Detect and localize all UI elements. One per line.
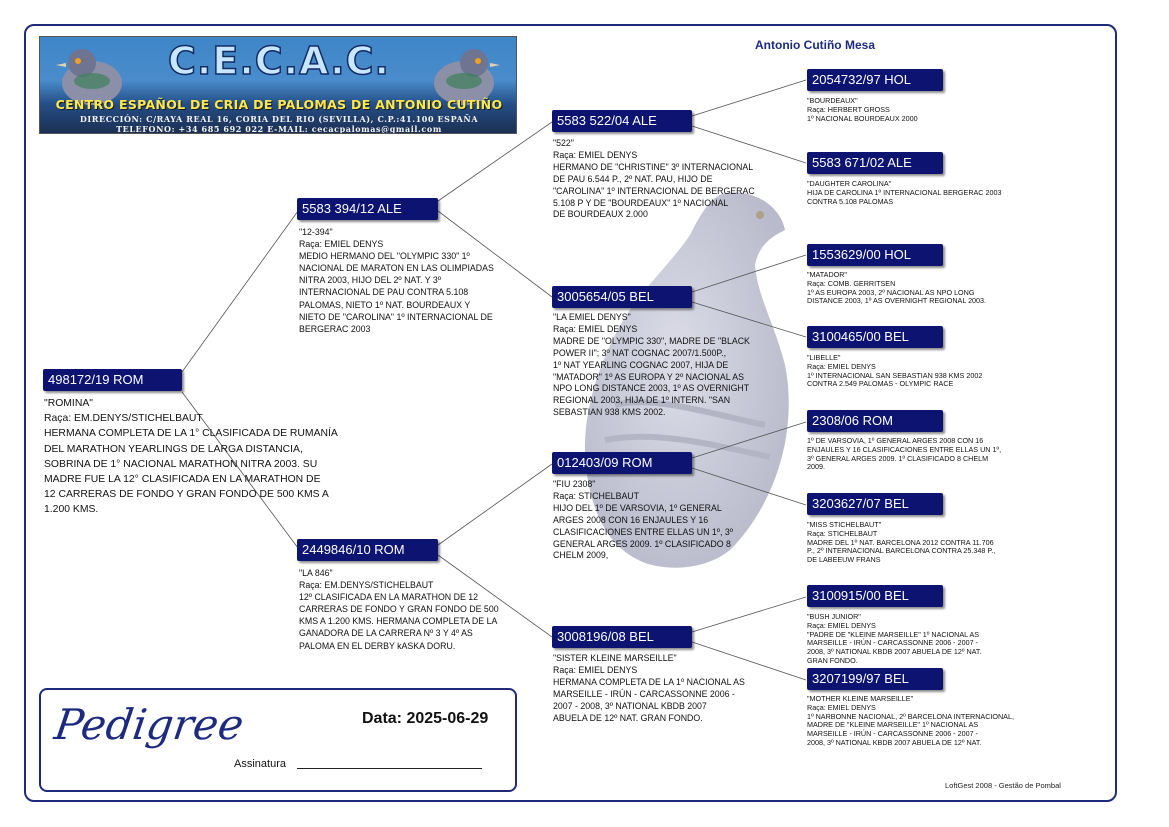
info-line: ABUELA DE 12º NAT. GRAN FONDO. [553, 712, 703, 723]
info-line: P., 2º INTERNACIONAL BARCELONA CONTRA 25.348 P., [807, 546, 996, 556]
info-line: HERMANO DE "CHRISTINE" 3º INTERNACIONAL [553, 161, 754, 172]
info-line: "PADRE DE "KLEINE MARSEILLE" 1º NACIONAL AS [807, 629, 980, 639]
info-line: Raça: EMIEL DENYS [807, 361, 876, 371]
info-line: 12 CARRERAS DE FONDO Y GRAN FONDO DE 500 KMS A [44, 489, 329, 501]
info-line: GENERAL ARGES 2009. 1º CLASIFICADO 8 [553, 538, 731, 549]
info-line: CONTRA 5.108 PALOMAS [807, 196, 894, 206]
info-line: NACIONAL DE MARATON EN LAS OLIMPIADAS [299, 263, 494, 274]
bird-info-dam-sire [553, 479, 733, 562]
info-line: "FIU 2308" [553, 479, 596, 489]
info-line: "LA 846" [299, 568, 333, 578]
info-line: MADRE DEL 1º NAT. BARCELONA 2012 CONTRA 11.706 [807, 537, 994, 547]
info-line: CARRERAS DE FONDO Y GRAN FONDO DE 500 [299, 604, 499, 615]
info-line: MARSEILLE - IRÚN - CARCASSONNE 2006 - [553, 688, 735, 699]
ring-tag-ggp-2[interactable]: 5583 671/02 ALE [807, 152, 943, 174]
bird-info-sire-sire [553, 138, 755, 221]
banner-subtitle: CENTRO ESPAÑOL DE CRIA DE PALOMAS DE ANTONIO CUTIÑO [55, 97, 503, 112]
info-line: 1º AS EUROPA 2003, 2º NACIONAL AS NPO LONG [807, 287, 975, 297]
bird-info-ggp-4 [807, 354, 982, 389]
info-line: DEL MARATHON YEARLINGS DE LARGA DISTANCIA, [44, 443, 303, 455]
info-line: 5.108 P Y DE "BOURDEAUX" 1º NACIONAL [553, 197, 729, 208]
bird-info-sire-dam [553, 312, 750, 419]
info-line: "12-394" [299, 227, 333, 237]
info-line: "MATADOR" 1º AS EUROPA Y 2º NACIONAL AS [553, 371, 744, 382]
info-line: Raça: STICHELBAUT [807, 528, 878, 538]
info-line: Raça: EMIEL DENYS [807, 702, 876, 712]
info-line: Raça: COMB. GERRITSEN [807, 278, 896, 288]
info-line: SOBRINA DE 1° NACIONAL MARATHON NITRA 2003. SU [44, 458, 318, 470]
info-line: "522" [553, 138, 574, 148]
info-line: MADRE DE "OLYMPIC 330", MADRE DE "BLACK [553, 335, 750, 346]
info-line: DE BOURDEAUX 2.000 [553, 209, 648, 220]
ring-tag-ggp-7[interactable]: 3100915/00 BEL [807, 585, 943, 607]
info-line: MARSEILLE - IRÚN - CARCASSONNE 2006 - 2007 - [807, 729, 978, 739]
info-line: PALOMAS, NIETO 1º NAT. BOURDEAUX Y [299, 299, 471, 310]
ring-tag-ggp-4[interactable]: 3100465/00 BEL [807, 326, 943, 348]
bird-info-ggp-1 [807, 97, 918, 123]
info-line: Raça: EMIEL DENYS [807, 620, 876, 630]
info-line: CLASIFICACIONES ENTRE ELLAS UN 1º, 3º [553, 526, 733, 537]
pedigree-date: Data: 2025-06-29 [362, 710, 489, 727]
info-line: BERGERAC 2003 [299, 323, 371, 334]
info-line: 1º NACIONAL BOURDEAUX 2000 [807, 113, 918, 123]
info-line: "DAUGHTER CAROLINA" [807, 179, 892, 188]
bird-info-ggp-7 [807, 613, 982, 666]
info-line: INTERNACIONAL DE PAU CONTRA 5.108 [299, 287, 469, 298]
info-line: HIJA DE CAROLINA 1º INTERNACIONAL BERGERAC 2003 [807, 187, 1002, 197]
info-line: 1º INTERNACIONAL SAN SEBASTIAN 938 KMS 2002 [807, 370, 983, 380]
info-line: POWER II"; 3º NAT COGNAC 2007/1.500P., [553, 347, 727, 358]
banner-contact: TELEFONO: +34 685 692 022 E-MAIL: cecacpalomas@gmail.com [116, 124, 442, 134]
info-line: Raça: EM.DENYS/STICHELBAUT [299, 580, 434, 591]
bird-info-sire [299, 226, 494, 335]
bird-info-ggp-6 [807, 521, 995, 565]
info-line: NPO LONG DISTANCE 2003, 1º AS OVERNIGHT [553, 383, 750, 394]
ring-tag-sire[interactable]: 5583 394/12 ALE [297, 198, 438, 220]
info-line: Raça: EMIEL DENYS [553, 664, 638, 675]
ring-tag-ggp-3[interactable]: 1553629/00 HOL [807, 244, 943, 266]
info-line: CHELM 2009, [553, 550, 609, 561]
bird-info-ggp-2 [807, 180, 1001, 206]
info-line: GANADORA DE LA CARRERA Nº 3 Y 4º AS [299, 628, 473, 639]
bird-info-subject [44, 396, 338, 518]
info-line: GRAN FONDO. [807, 655, 858, 665]
info-line: 1.200 KMS. [44, 504, 99, 516]
info-line: HIJO DEL 1º DE VARSOVIA, 1º GENERAL [553, 502, 722, 513]
info-line: NIETO DE "CAROLINA" 1º INTERNACIONAL DE [299, 311, 493, 322]
info-line: MADRE DE "KLEINE MARSEILLE" 1º NACIONAL AS [807, 720, 979, 730]
info-line: "BUSH JUNIOR" [807, 612, 861, 621]
info-line: CONTRA 2.549 PALOMAS - OLYMPIC RACE [807, 379, 954, 389]
ring-tag-dam-sire[interactable]: 012403/09 ROM [552, 452, 692, 474]
info-line: MADRE FUE LA 12° CLASIFICADA EN LA MARATHON DE [44, 474, 321, 486]
info-line: 2008, 3º NATIONAL KBDB 2007 ABUELA DE 12º NAT. [807, 647, 982, 657]
info-line: NITRA 2003, HIJO DEL 2º NAT. Y 3º [299, 275, 442, 286]
pedigree-logo: Pedigree [51, 700, 247, 749]
info-line: "MISS STICHELBAUT" [807, 520, 882, 529]
info-line: 1º NAT YEARLING COGNAC 2007, HIJA DE [553, 359, 729, 370]
info-line: "BOURDEAUX" [807, 96, 858, 105]
bird-info-dam [299, 567, 499, 652]
info-line: "MOTHER KLEINE MARSEILLE" [807, 694, 914, 703]
ring-tag-subject[interactable]: 498172/19 ROM [43, 369, 182, 391]
owner-name: Antonio Cutiño Mesa [755, 38, 875, 52]
info-line: "MATADOR" [807, 270, 847, 279]
info-line: MEDIO HERMANO DEL "OLYMPIC 330" 1º [299, 251, 470, 262]
info-line: "LIBELLE" [807, 353, 841, 362]
bird-info-ggp-3 [807, 271, 986, 306]
info-line: MARSEILLE - IRÚN - CARCASSONNE 2006 - 2007 - [807, 638, 978, 648]
info-line: DE PAU 6.544 P., 2º NAT. PAU, HIJO DE [553, 173, 713, 184]
info-line: ENJAULES Y 16 CLASIFICACIONES ENTRE ELLAS UN 1º, [807, 444, 1002, 454]
info-line: DE LABEEUW FRANS [807, 555, 881, 565]
info-line: DISTANCE 2003, 1º AS OVERNIGHT REGIONAL 2003. [807, 296, 987, 306]
info-line: PALOMA EN EL DERBY kASKA DORU. [299, 640, 456, 651]
signature-label: Assinatura [234, 758, 286, 770]
ring-tag-ggp-1[interactable]: 2054732/97 HOL [807, 69, 943, 91]
info-line: KMS A 1.200 KMS. HERMANA COMPLETA DE LA [299, 616, 498, 627]
info-line: Raça: EM.DENYS/STICHELBAUT [44, 413, 203, 425]
ring-tag-dam-dam[interactable]: 3008196/08 BEL [552, 626, 692, 648]
info-line: SEBASTIAN 938 KMS 2002. [553, 407, 666, 418]
ring-tag-sire-sire[interactable]: 5583 522/04 ALE [552, 110, 692, 132]
club-banner [39, 36, 517, 134]
info-line: 2007 - 2008, 3º NATIONAL KBDB 2007 [553, 700, 707, 711]
info-line: Raça: EMIEL DENYS [553, 323, 638, 334]
info-line: "CAROLINA" 1º INTERNACIONAL DE BERGERAC [553, 185, 755, 196]
info-line: HERMANA COMPLETA DE LA 1º NACIONAL AS [553, 676, 745, 687]
info-line: "LA EMIEL DENYS" [553, 312, 631, 322]
ring-tag-ggp-6[interactable]: 3203627/07 BEL [807, 493, 943, 515]
info-line: ARGES 2008 CON 16 ENJAULES Y 16 [553, 514, 709, 525]
ring-tag-dam[interactable]: 2449846/10 ROM [297, 539, 438, 561]
info-line: "ROMINA" [44, 398, 93, 409]
info-line: HERMANA COMPLETA DE LA 1° CLASIFICADA DE RUMANÍA [44, 428, 338, 440]
info-line: 2009. [807, 462, 825, 472]
info-line: 12º CLASIFICADA EN LA MARATHON DE 12 [299, 592, 479, 603]
info-line: Raça: EMIEL DENYS [553, 149, 638, 160]
ring-tag-ggp-5[interactable]: 2308/06 ROM [807, 410, 943, 432]
signature-line[interactable] [297, 768, 482, 769]
banner-address: DIRECCIÓN: C/RAYA REAL 16, CORIA DEL RIO (SEVILLA), C.P.:41.100 ESPAÑA [79, 114, 479, 124]
info-line: 1º NARBONNE NACIONAL, 2º BARCELONA INTERNACIONAL, [807, 711, 1014, 721]
bird-info-ggp-5 [807, 437, 1001, 472]
info-line: Raça: STICHELBAUT [553, 490, 640, 501]
info-line: Raça: HERBERT GROSS [807, 104, 890, 114]
bird-info-dam-dam [553, 653, 745, 724]
info-line: "SISTER KLEINE MARSEILLE" [553, 653, 677, 663]
ring-tag-sire-dam[interactable]: 3005654/05 BEL [552, 286, 692, 308]
info-line: Raça: EMIEL DENYS [299, 239, 384, 250]
software-footer: LoftGest 2008 - Gestão de Pombal [945, 781, 1061, 790]
info-line: 1º DE VARSOVIA, 1º GENERAL ARGES 2008 CON 16 [807, 436, 984, 445]
ring-tag-ggp-8[interactable]: 3207199/97 BEL [807, 668, 943, 690]
info-line: REGIONAL 2003, HIJA DE 1º INTERN. "SAN [553, 395, 731, 406]
bird-info-ggp-8 [807, 695, 1014, 748]
info-line: 2008, 3º NATIONAL KBDB 2007 ABUELA DE 12º NAT. [807, 737, 982, 747]
info-line: 3º GENERAL ARGES 2009. 1º CLASIFICADO 8 CHELM [807, 453, 989, 463]
banner-title: C.E.C.A.C. [168, 39, 390, 83]
